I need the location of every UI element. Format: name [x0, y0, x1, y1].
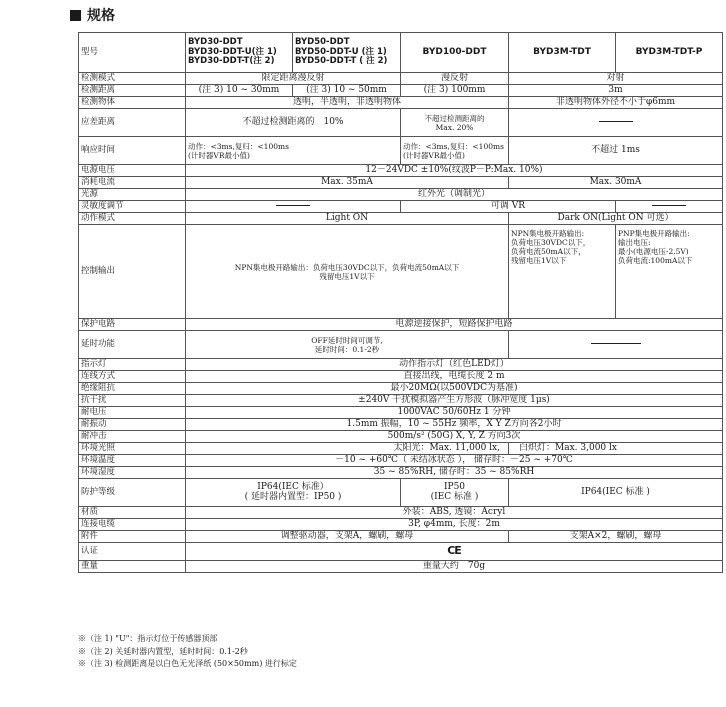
row-protection-grade: 防护等级 IP64(IEC 标准） ( 延时器内置型：IP50 ) IP50 (IEC 标准 ) IP64(IEC 标准 )	[79, 479, 723, 507]
model-col5: BYD3M-TDT-P	[616, 33, 723, 73]
row-weight: 重量 重量大约 70g	[79, 561, 723, 573]
row-hysteresis: 应差距离 不超过检测距离的 10% 不超过检测距离的 Max. 20%	[79, 109, 723, 137]
row-sensitivity: 灵敏度调节 可调 VR	[79, 201, 723, 213]
dash-mark	[276, 205, 310, 206]
footnote-3: ※（注 3) 检测距离是以白色无光泽纸 (50×50mm) 进行标定	[78, 659, 297, 668]
model-col4: BYD3M-TDT	[509, 33, 616, 73]
section-title	[70, 5, 115, 25]
row-material: 材质 外装：ABS, 透镜：Acryl	[79, 507, 723, 519]
row-shock: 耐冲击 500m/s² (50G) X, Y, Z 方向3次	[79, 431, 723, 443]
row-label-model: 型号	[79, 33, 186, 73]
row-ambient-light: 环境光照 太阳光：Max. 11,000 lx, 白炽灯：Max. 3,000 lx	[79, 443, 723, 455]
row-cable: 连接电缆 3P, φ4mm, 长度：2m	[79, 519, 723, 531]
row-vibration: 耐振动 1.5mm 振幅，10 ~ 55Hz 频率，X Y Z方向各2小时	[79, 419, 723, 431]
row-operation-mode: 动作模式 Light ON Dark ON(Light ON 可选）	[79, 213, 723, 225]
row-protection: 保护电路 电源逆接保护，短路保护电路	[79, 319, 723, 331]
row-detect-object: 检测物体 透明，半透明，非透明物体 非透明物体外径不小于φ6mm	[79, 97, 723, 109]
dash-mark	[599, 121, 633, 122]
section-title-text: 规格	[87, 8, 115, 24]
dash-mark	[591, 343, 641, 344]
row-model	[79, 33, 723, 73]
row-noise: 抗干扰 ±240V 干扰模拟器产生方形波（脉冲宽度 1μs)	[79, 395, 723, 407]
footnote-1: ※（注 1) "U"：指示灯位于传感器顶部	[78, 634, 218, 643]
dash-mark	[652, 205, 686, 206]
row-power-voltage: 电源电压 12－24VDC ±10%(纹波P－P:Max. 10%)	[79, 165, 723, 177]
row-wiring: 连线方式 直接出线，电缆长度 2 m	[79, 371, 723, 383]
square-bullet-icon	[70, 10, 81, 21]
row-ambient-humidity: 环境湿度 35 ~ 85%RH, 储存时：35 ~ 85%RH	[79, 467, 723, 479]
row-delay: 延时功能 OFF延时时间可调节, 延时时间：0.1-2秒	[79, 331, 723, 359]
ce-mark-icon: CE	[447, 544, 461, 558]
model-col1: BYD30-DDT BYD30-DDT-U(注 1) BYD30-DDT-T(注 2)	[186, 33, 293, 73]
row-accessories: 附件 调整驱动器，支架A，螺刷，螺母 支架A×2，螺刷，螺母	[79, 531, 723, 543]
footnotes	[78, 633, 297, 671]
model-col2: BYD50-DDT BYD50-DDT-U (注 1) BYD50-DDT-T ( 注 2)	[293, 33, 401, 73]
footnote-2: ※（注 2) 关延时器内置型，延时时间：0.1-2秒	[78, 646, 248, 656]
row-detect-distance: 检测距离 (注 3) 10 ~ 30mm (注 3) 10 ~ 50mm (注 3) 100mm 3m	[79, 85, 723, 97]
row-control-output: 控制输出 NPN集电极开路输出：负荷电压30VDC以下，负荷电流50mA以下 残留电压1V以下 NPN集电极开路输出: 负荷电压30VDC以下， 负荷电流50mA以下， 残留电压1V以下 PNP集电极开路输出: 输出电压: 最小(电源电压-2.5V) 负荷电流:100mA以下	[79, 225, 723, 319]
row-detect-mode: 检测模式 限定距离漫反射 漫反射 对射	[79, 73, 723, 85]
model-col3: BYD100-DDT	[401, 33, 509, 73]
row-insulation: 绝缘阻抗 最小20MΩ(以500VDC为基准)	[79, 383, 723, 395]
row-light-source: 光源 红外光（调制光）	[79, 189, 723, 201]
row-certification: 认证 CE	[79, 543, 723, 561]
row-ambient-temp: 环境温度 －10 ~ +60℃（ 未结冰状态 ）， 储存时：－25 ~ +70℃	[79, 455, 723, 467]
row-indicator: 指示灯 动作指示灯（红色LED灯）	[79, 359, 723, 371]
spec-table	[78, 32, 723, 573]
row-withstand: 耐电压 1000VAC 50/60Hz 1 分钟	[79, 407, 723, 419]
row-response: 响应时间 动作：<3ms,复归：<100ms (计时器VR最小值) 动作：<3ms,复归：<100ms (计时器VR最小值) 不超过 1ms	[79, 137, 723, 165]
row-current: 消耗电流 Max. 35mA Max. 30mA	[79, 177, 723, 189]
